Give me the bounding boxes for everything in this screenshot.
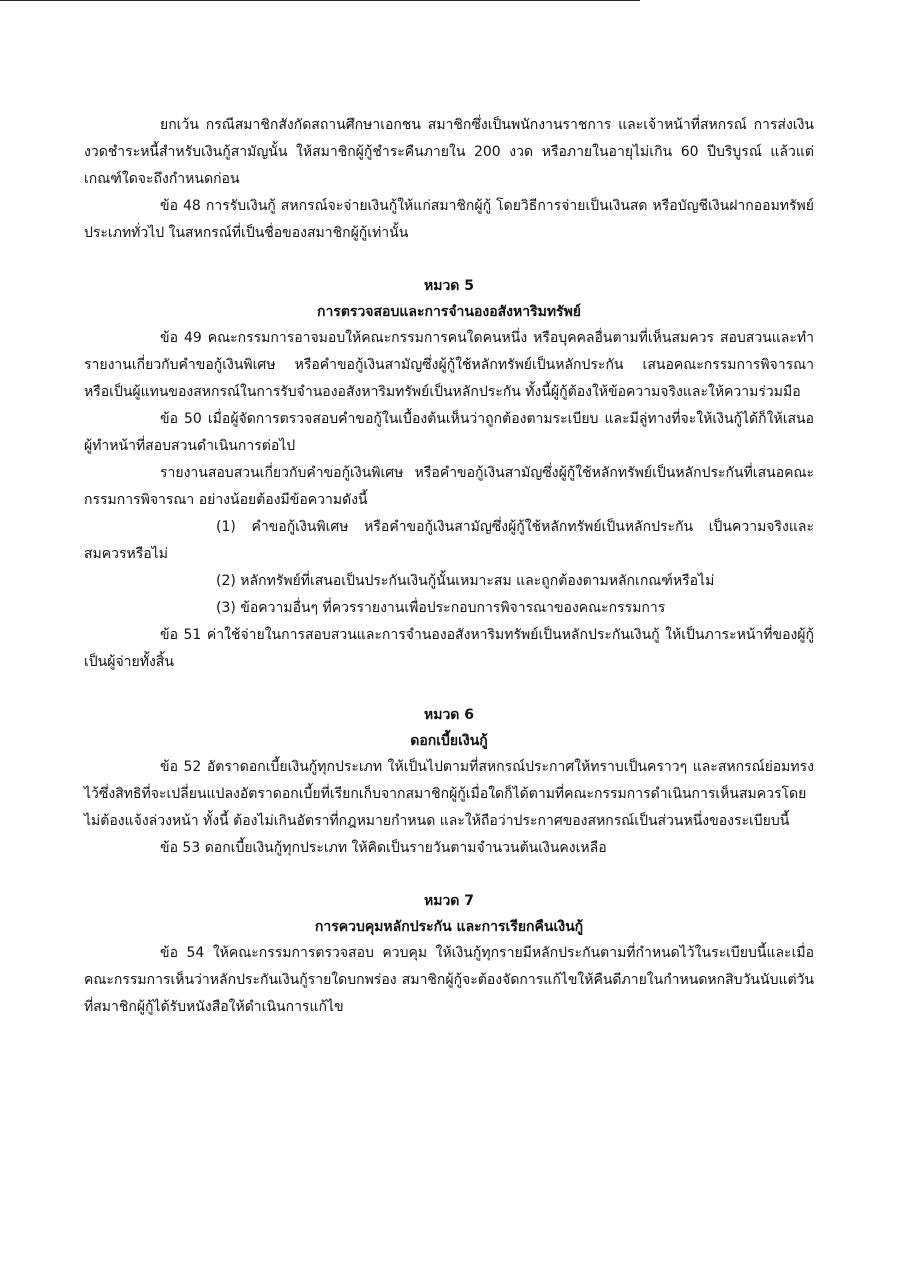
clause-52: ข้อ 52 อัตราดอกเบี้ยเงินกู้ทุกประเภท ให้เป็นไปตามที่สหกรณ์ประกาศให้ทราบเป็นคราวๆ และสหกรณ์ย่อมทรงไว้ซึ่งสิทธิที่จะเปลี่ยนแปลงอัตราดอกเบี้ยที่เรียกเก็บจากสมาชิกผู้กู้เมื่อใดก็ได้ตามที่คณะกรรมการดำเนินการเห็นสมควรโดยไม่ต้องแจ้งล่วงหน้า ทั้งนี้ ต้องไม่เกินอัตราที่กฎหมายกำหนด และให้ถือว่าประกาศของสหกรณ์เป็นส่วนหนึ่งของระเบียบนี้ xyxy=(84,759,814,829)
document-page xyxy=(84,112,814,1021)
chapter-5-title: การตรวจสอบและการจำนองอสังหาริมทรัพย์ xyxy=(316,304,582,320)
clause-51: ข้อ 51 ค่าใช้จ่ายในการสอบสวนและการจำนองอสังหาริมทรัพย์เป็นหลักประกันเงินกู้ ให้เป็นภาระหน้าที่ของผู้กู้เป็นผู้จ่ายทั้งสิ้น xyxy=(84,627,814,670)
clause-49: ข้อ 49 คณะกรรมการอาจมอบให้คณะกรรมการคนใดคนหนึ่ง หรือบุคคลอื่นตามที่เห็นสมควร สอบสวนและทำรายงานเกี่ยวกับคำขอกู้เงินพิเศษ หรือคำขอกู้เงินสามัญซึ่งผู้กู้ใช้หลักทรัพย์เป็นหลักประกัน เสนอคณะกรรมการพิจารณา หรือเป็นผู้แทนของสหกรณ์ในการรับจำนองอสังหาริมทรัพย์เป็นหลักประกัน ทั้งนี้ผู้กู้ต้องให้ข้อความจริงและให้ความร่วมมือ xyxy=(84,330,814,400)
clause-50-item-1: (1) คำขอกู้เงินพิเศษ หรือคำขอกู้เงินสามัญซึ่งผู้กู้ใช้หลักทรัพย์เป็นหลักประกัน เป็นความจริงและสมควรหรือไม่ xyxy=(84,519,814,562)
chapter-6-heading: หมวด 6 xyxy=(423,707,475,723)
top-border-line xyxy=(0,0,640,1)
clause-53: ข้อ 53 ดอกเบี้ยเงินกู้ทุกประเภท ให้คิดเป็นรายวันตามจำนวนต้นเงินคงเหลือ xyxy=(160,840,607,856)
chapter-5-heading: หมวด 5 xyxy=(423,278,475,294)
paragraph-exception: ยกเว้น กรณีสมาชิกสังกัดสถานศึกษาเอกชน สมาชิกซึ่งเป็นพนักงานราชการ และเจ้าหน้าที่สหกรณ์ การส่งเงินงวดชำระหนี้สำหรับเงินกู้สามัญนั้น ให้สมาชิกผู้กู้ชำระคืนภายใน 200 งวด หรือภายในอายุไม่เกิน 60 ปีบริบูรณ์ แล้วแต่เกณฑ์ใดจะถึงกำหนดก่อน xyxy=(84,117,814,187)
chapter-7-heading: หมวด 7 xyxy=(423,893,475,909)
clause-54: ข้อ 54 ให้คณะกรรมการตรวจสอบ ควบคุม ให้เงินกู้ทุกรายมีหลักประกันตามที่กำหนดไว้ในระเบียบนี้และเมื่อคณะกรรมการเห็นว่าหลักประกันเงินกู้รายใดบกพร่อง สมาชิกผู้กู้จะต้องจัดการแก้ไขให้คืนดีภายในกำหนดหกสิบวันนับแต่วันที่สมาชิกผู้กู้ได้รับหนังสือให้ดำเนินการแก้ไข xyxy=(84,945,814,1015)
chapter-6-title: ดอกเบี้ยเงินกู้ xyxy=(410,733,488,749)
clause-50-item-3: (3) ข้อความอื่นๆ ที่ควรรายงานเพื่อประกอบการพิจารณาของคณะกรรมการ xyxy=(216,600,666,616)
clause-50-report: รายงานสอบสวนเกี่ยวกับคำขอกู้เงินพิเศษ หรือคำขอกู้เงินสามัญซึ่งผู้กู้ใช้หลักทรัพย์เป็นหลักประกันที่เสนอคณะกรรมการพิจารณา อย่างน้อยต้องมีข้อความดังนี้ xyxy=(84,465,814,508)
chapter-7-title: การควบคุมหลักประกัน และการเรียกคืนเงินกู้ xyxy=(314,919,584,935)
clause-48: ข้อ 48 การรับเงินกู้ สหกรณ์จะจ่ายเงินกู้ให้แก่สมาชิกผู้กู้ โดยวิธีการจ่ายเป็นเงินสด หรือบัญชีเงินฝากออมทรัพย์ประเภททั่วไป ในสหกรณ์ที่เป็นชื่อของสมาชิกผู้กู้เท่านั้น xyxy=(84,198,814,241)
clause-50-item-2: (2) หลักทรัพย์ที่เสนอเป็นประกันเงินกู้นั้นเหมาะสม และถูกต้องตามหลักเกณฑ์หรือไม่ xyxy=(216,573,715,589)
clause-50: ข้อ 50 เมื่อผู้จัดการตรวจสอบคำขอกู้ในเบื้องต้นเห็นว่าถูกต้องตามระเบียบ และมีลู่ทางที่จะให้เงินกู้ได้ก็ให้เสนอผู้ทำหน้าที่สอบสวนดำเนินการต่อไป xyxy=(84,411,814,454)
